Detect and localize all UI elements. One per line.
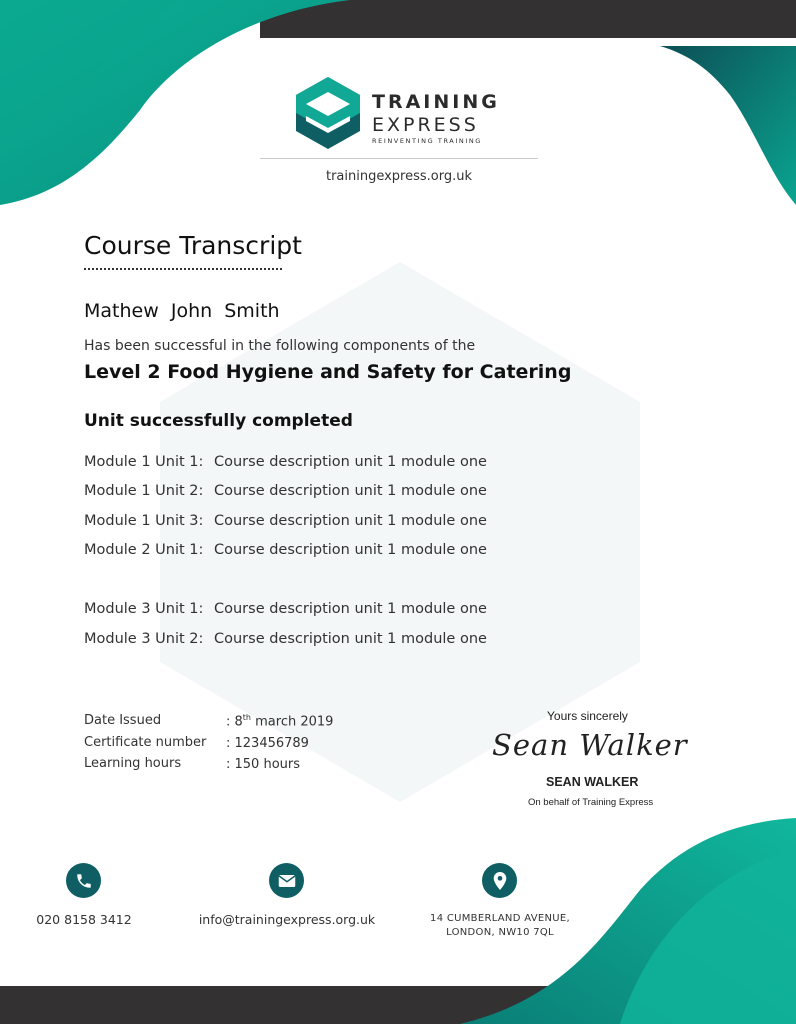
intro-text: Has been successful in the following components of the (84, 338, 476, 354)
certificate-number-value: : 123456789 (226, 736, 309, 751)
top-dark-bar (260, 0, 796, 38)
envelope-icon (269, 863, 304, 898)
date-issued-value (226, 713, 333, 729)
unit-code: Module 3 Unit 2: (84, 631, 204, 647)
address-line-2: LONDON, NW10 7QL (446, 927, 554, 938)
list-item (84, 601, 487, 617)
unit-code: Module 1 Unit 3: (84, 513, 204, 529)
unit-description: Course description unit 1 module one (214, 454, 487, 470)
location-pin-icon (482, 863, 517, 898)
list-item (84, 483, 487, 499)
units-heading: Unit successfully completed (84, 411, 353, 431)
closing-text: Yours sincerely (547, 709, 628, 723)
handwritten-signature: Sean Walker (492, 728, 688, 762)
course-name: Level 2 Food Hygiene and Safety for Catering (84, 361, 572, 383)
website-url: trainingexpress.org.uk (325, 169, 473, 184)
learning-hours-value: : 150 hours (226, 757, 301, 772)
unit-code: Module 1 Unit 1: (84, 454, 204, 470)
list-item (84, 513, 487, 529)
title-dotted-underline (84, 268, 282, 270)
date-month-year: march 2019 (251, 714, 334, 730)
unit-description: Course description unit 1 module one (214, 513, 487, 529)
unit-code: Module 3 Unit 1: (84, 601, 204, 617)
address-line-1: 14 CUMBERLAND AVENUE, (430, 913, 570, 924)
unit-code: Module 2 Unit 1: (84, 542, 204, 558)
brand-name-express: EXPRESS (372, 114, 479, 136)
unit-description: Course description unit 1 module one (214, 601, 487, 617)
list-item (84, 631, 487, 647)
brand-tagline: REINVENTING TRAINING (372, 137, 482, 145)
on-behalf-text: On behalf of Training Express (528, 797, 654, 808)
document-title: Course Transcript (84, 231, 302, 260)
signer-name: SEAN WALKER (546, 775, 639, 789)
unit-description: Course description unit 1 module one (214, 483, 487, 499)
certificate-number-label: Certificate number (84, 735, 207, 750)
date-issued-label: Date Issued (84, 713, 162, 728)
top-right-wave (660, 46, 796, 205)
recipient-name: Mathew John Smith (84, 300, 280, 322)
date-day: : 8 (226, 714, 243, 730)
date-ordinal-suffix: th (242, 713, 252, 722)
list-item (84, 542, 487, 558)
phone-number: 020 8158 3412 (36, 912, 132, 927)
brand-name-training: TRAINING (372, 91, 500, 113)
list-item (84, 454, 487, 470)
phone-icon (66, 863, 101, 898)
unit-code: Module 1 Unit 2: (84, 483, 204, 499)
address (420, 912, 580, 940)
learning-hours-label: Learning hours (84, 756, 182, 771)
email-address: info@trainingexpress.org.uk (198, 912, 376, 927)
unit-description: Course description unit 1 module one (214, 542, 487, 558)
logo-divider (260, 158, 538, 159)
training-express-logo-icon (296, 77, 360, 149)
unit-description: Course description unit 1 module one (214, 631, 487, 647)
